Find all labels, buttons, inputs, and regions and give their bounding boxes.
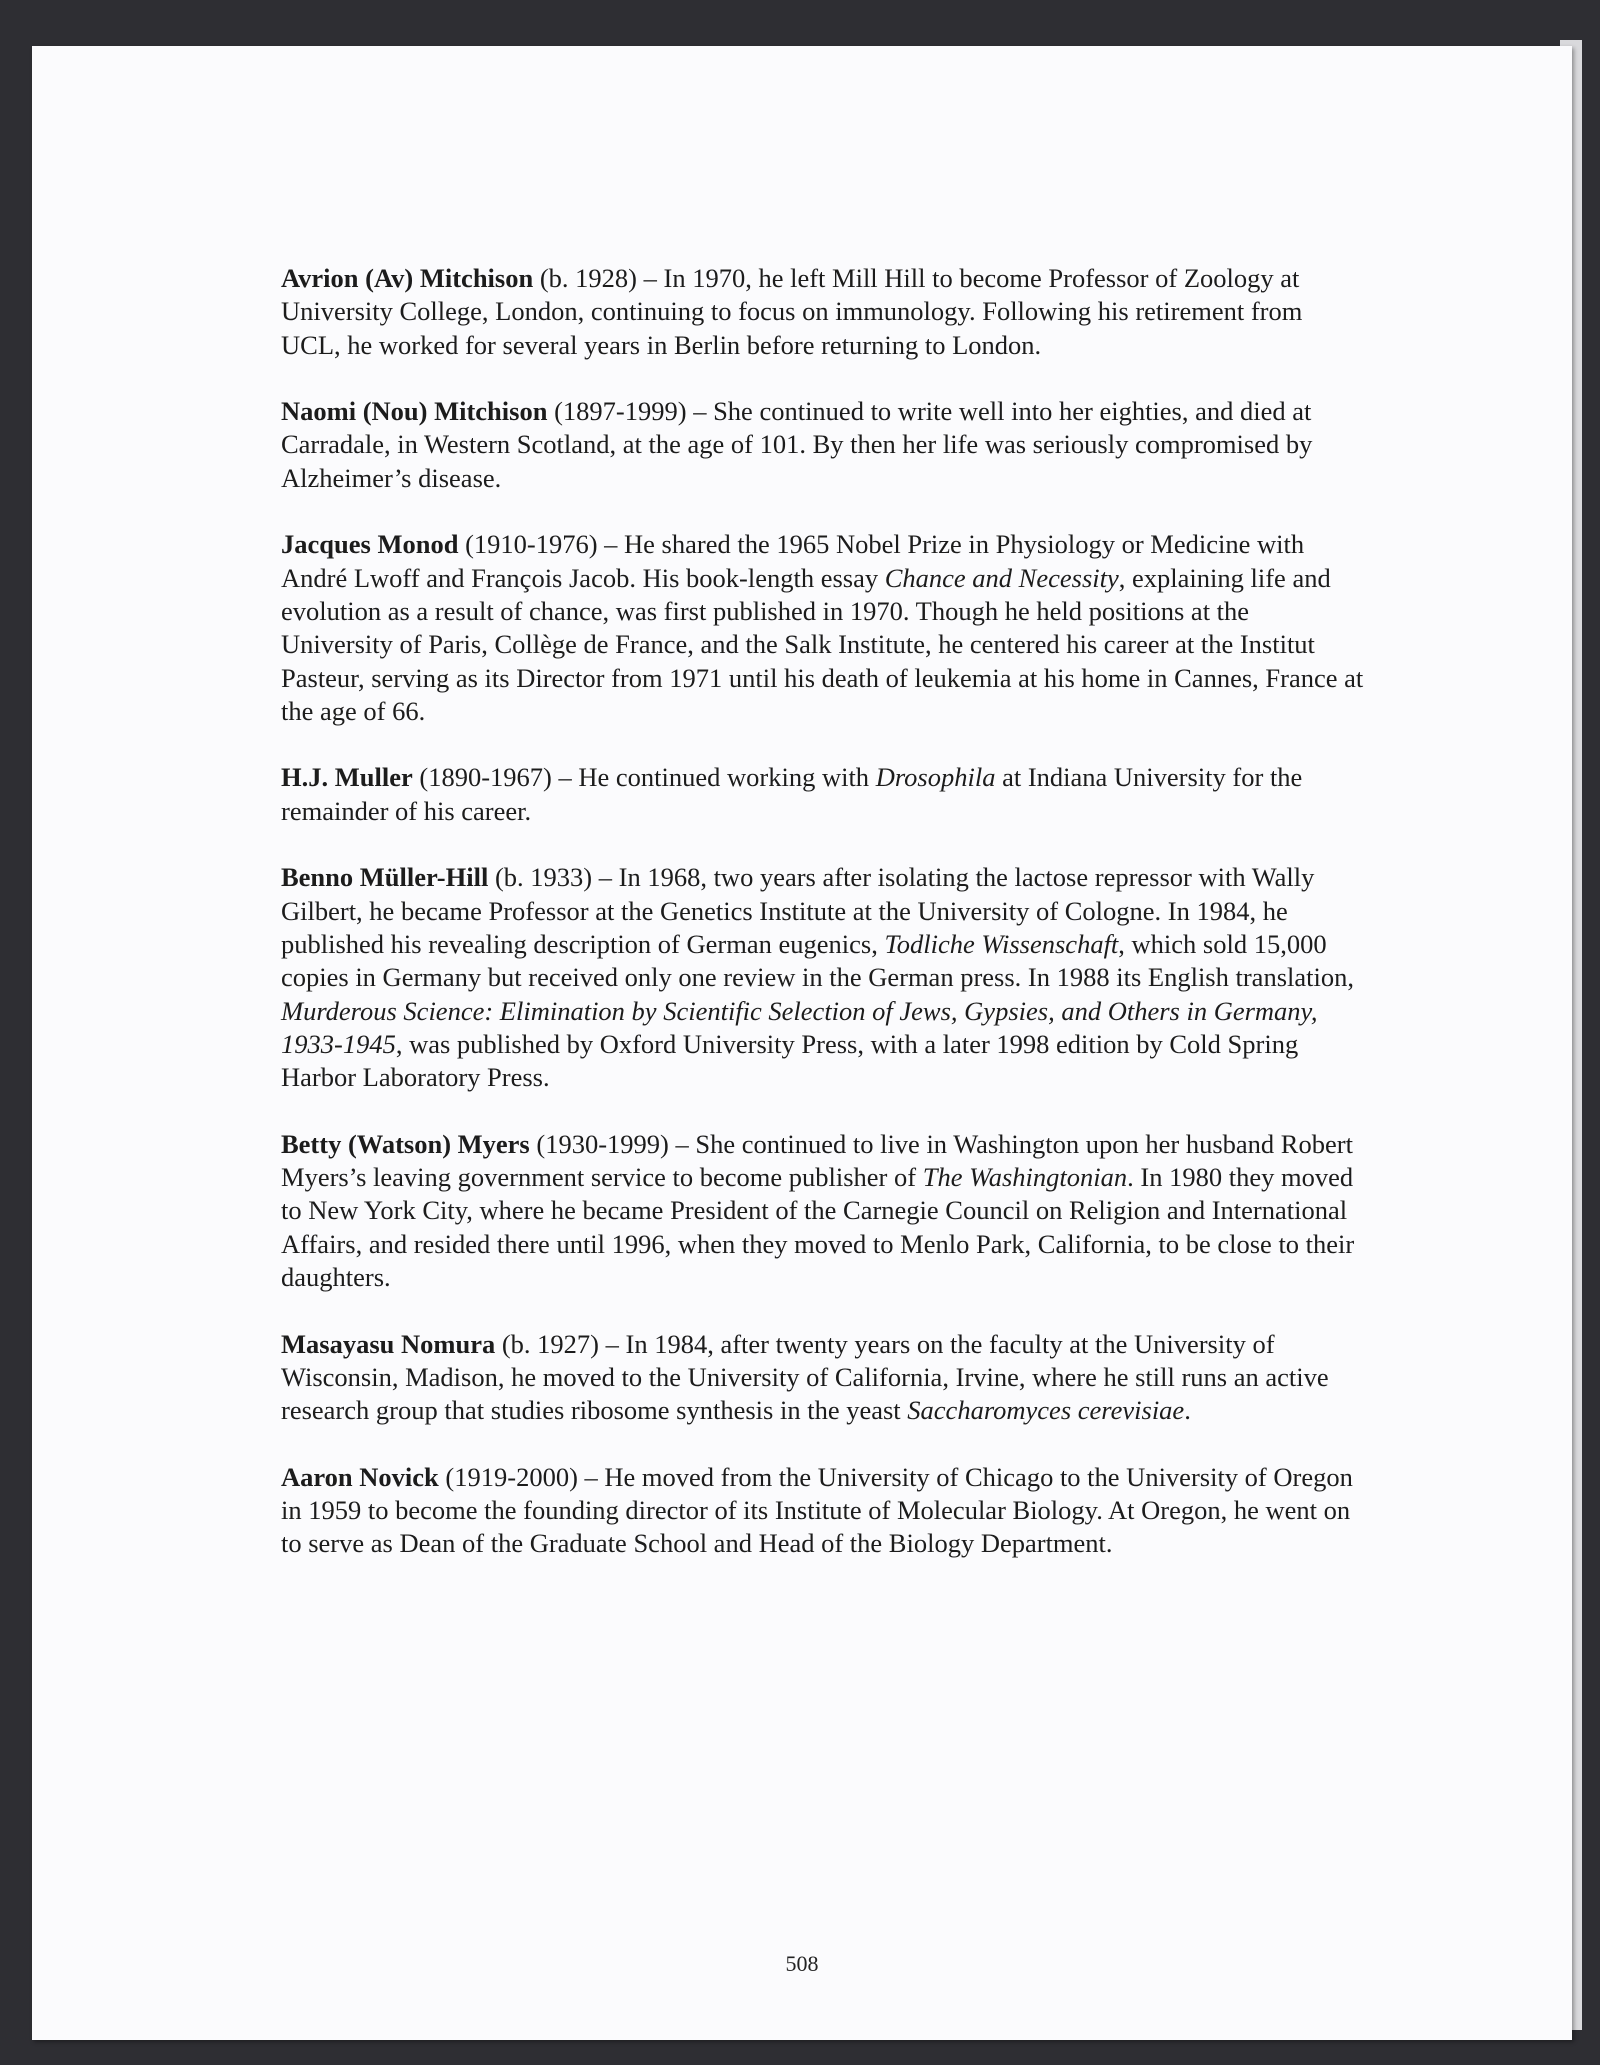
biography-entry xyxy=(281,861,1366,1094)
italic-title: Chance and Necessity xyxy=(884,562,1119,593)
entry-text: , explaining life and evolution as a result of chance, was first published in 1970. Though he held positions at the University of Paris, Collège de France, and the Salk Institute, he centered his career at the Institut Pasteur, serving as its Director from 1971 until his death of leukemia at his home in Cannes, France at the age of 66. xyxy=(281,562,1364,726)
entry-text: , which sold 15,000 copies in Germany but received only one review in the German press. In 1988 its English translation, xyxy=(281,928,1354,993)
entry-text: . xyxy=(1184,1395,1191,1426)
person-name: Avrion (Av) Mitchison xyxy=(281,263,534,293)
biography-entry xyxy=(281,1128,1366,1294)
entry-text: (1930-1999) – She continued to live in Washington upon her husband Robert Myers’s leaving government service to become publisher of xyxy=(281,1128,1353,1193)
biography-entry xyxy=(281,1328,1366,1428)
entry-text: . In 1980 they moved to New York City, where he became President of the Carnegie Council on Religion and International Affairs, and resided there until 1996, when they moved to Menlo Park, California, to be close to their daughters. xyxy=(281,1162,1355,1292)
entry-text: (b. 1928) – In 1970, he left Mill Hill to become Professor of Zoology at University College, London, continuing to focus on immunology. Following his retirement from UCL, he worked for several years in Berlin before returning to London. xyxy=(281,263,1303,360)
person-name: Naomi (Nou) Mitchison xyxy=(281,396,548,427)
italic-title: Todliche Wissenschaft xyxy=(884,928,1119,959)
italic-title: Drosophila xyxy=(875,762,996,793)
biography-entry xyxy=(281,761,1366,828)
entry-text: (1910-1976) – He shared the 1965 Nobel Prize in Physiology or Medicine with André Lwoff and François Jacob. His book-length essay xyxy=(281,529,1305,593)
person-name: Betty (Watson) Myers xyxy=(281,1128,530,1159)
biography-entry xyxy=(281,262,1366,362)
person-name: H.J. Muller xyxy=(281,762,413,793)
person-name: Benno Müller-Hill xyxy=(281,862,489,893)
biography-entry xyxy=(281,1461,1366,1561)
italic-title: The Washingtonian xyxy=(922,1162,1128,1193)
entry-text: (b. 1933) – In 1968, two years after isolating the lactose repressor with Wally Gilbert, he became Professor at the Genetics Institute at the University of Cologne. In 1984, he published his revealing description of German eugenics, xyxy=(281,862,1315,959)
biography-entry xyxy=(281,528,1366,728)
person-name: Jacques Monod xyxy=(281,529,459,560)
entry-text: (1919-2000) – He moved from the University of Chicago to the University of Oregon in 1959 to become the founding director of its Institute of Molecular Biology. At Oregon, he went on to serve as Dean of the Graduate School and Head of the Biology Department. xyxy=(281,1461,1353,1559)
entry-text: (1890-1967) – He continued working with xyxy=(412,762,876,793)
person-name: Aaron Novick xyxy=(281,1461,439,1492)
entry-text: (1897-1999) – She continued to write well into her eighties, and died at Carradale, in Western Scotland, at the age of 101. By then her life was seriously compromised by Alzheimer’s disease. xyxy=(281,396,1313,493)
entry-text: at Indiana University for the remainder of his career. xyxy=(281,762,1303,826)
entry-text: , was published by Oxford University Press, with a later 1998 edition by Cold Spring Harbor Laboratory Press. xyxy=(281,1028,1299,1093)
italic-title: Murderous Science: Elimination by Scientific Selection of Jews, Gypsies, and Others in Germany, 1933-1945 xyxy=(281,995,1318,1059)
entry-text: (b. 1927) – In 1984, after twenty years on the faculty at the University of Wisconsin, Madison, he moved to the University of California, Irvine, where he still runs an active research group that studies ribosome synthesis in the yeast xyxy=(281,1328,1329,1426)
biography-list xyxy=(281,262,1366,1594)
italic-title: Saccharomyces cerevisiae xyxy=(907,1395,1185,1426)
person-name: Masayasu Nomura xyxy=(281,1328,496,1359)
biography-entry xyxy=(281,395,1366,495)
page-number: 508 xyxy=(785,1951,819,1976)
document-page xyxy=(32,46,1572,2040)
